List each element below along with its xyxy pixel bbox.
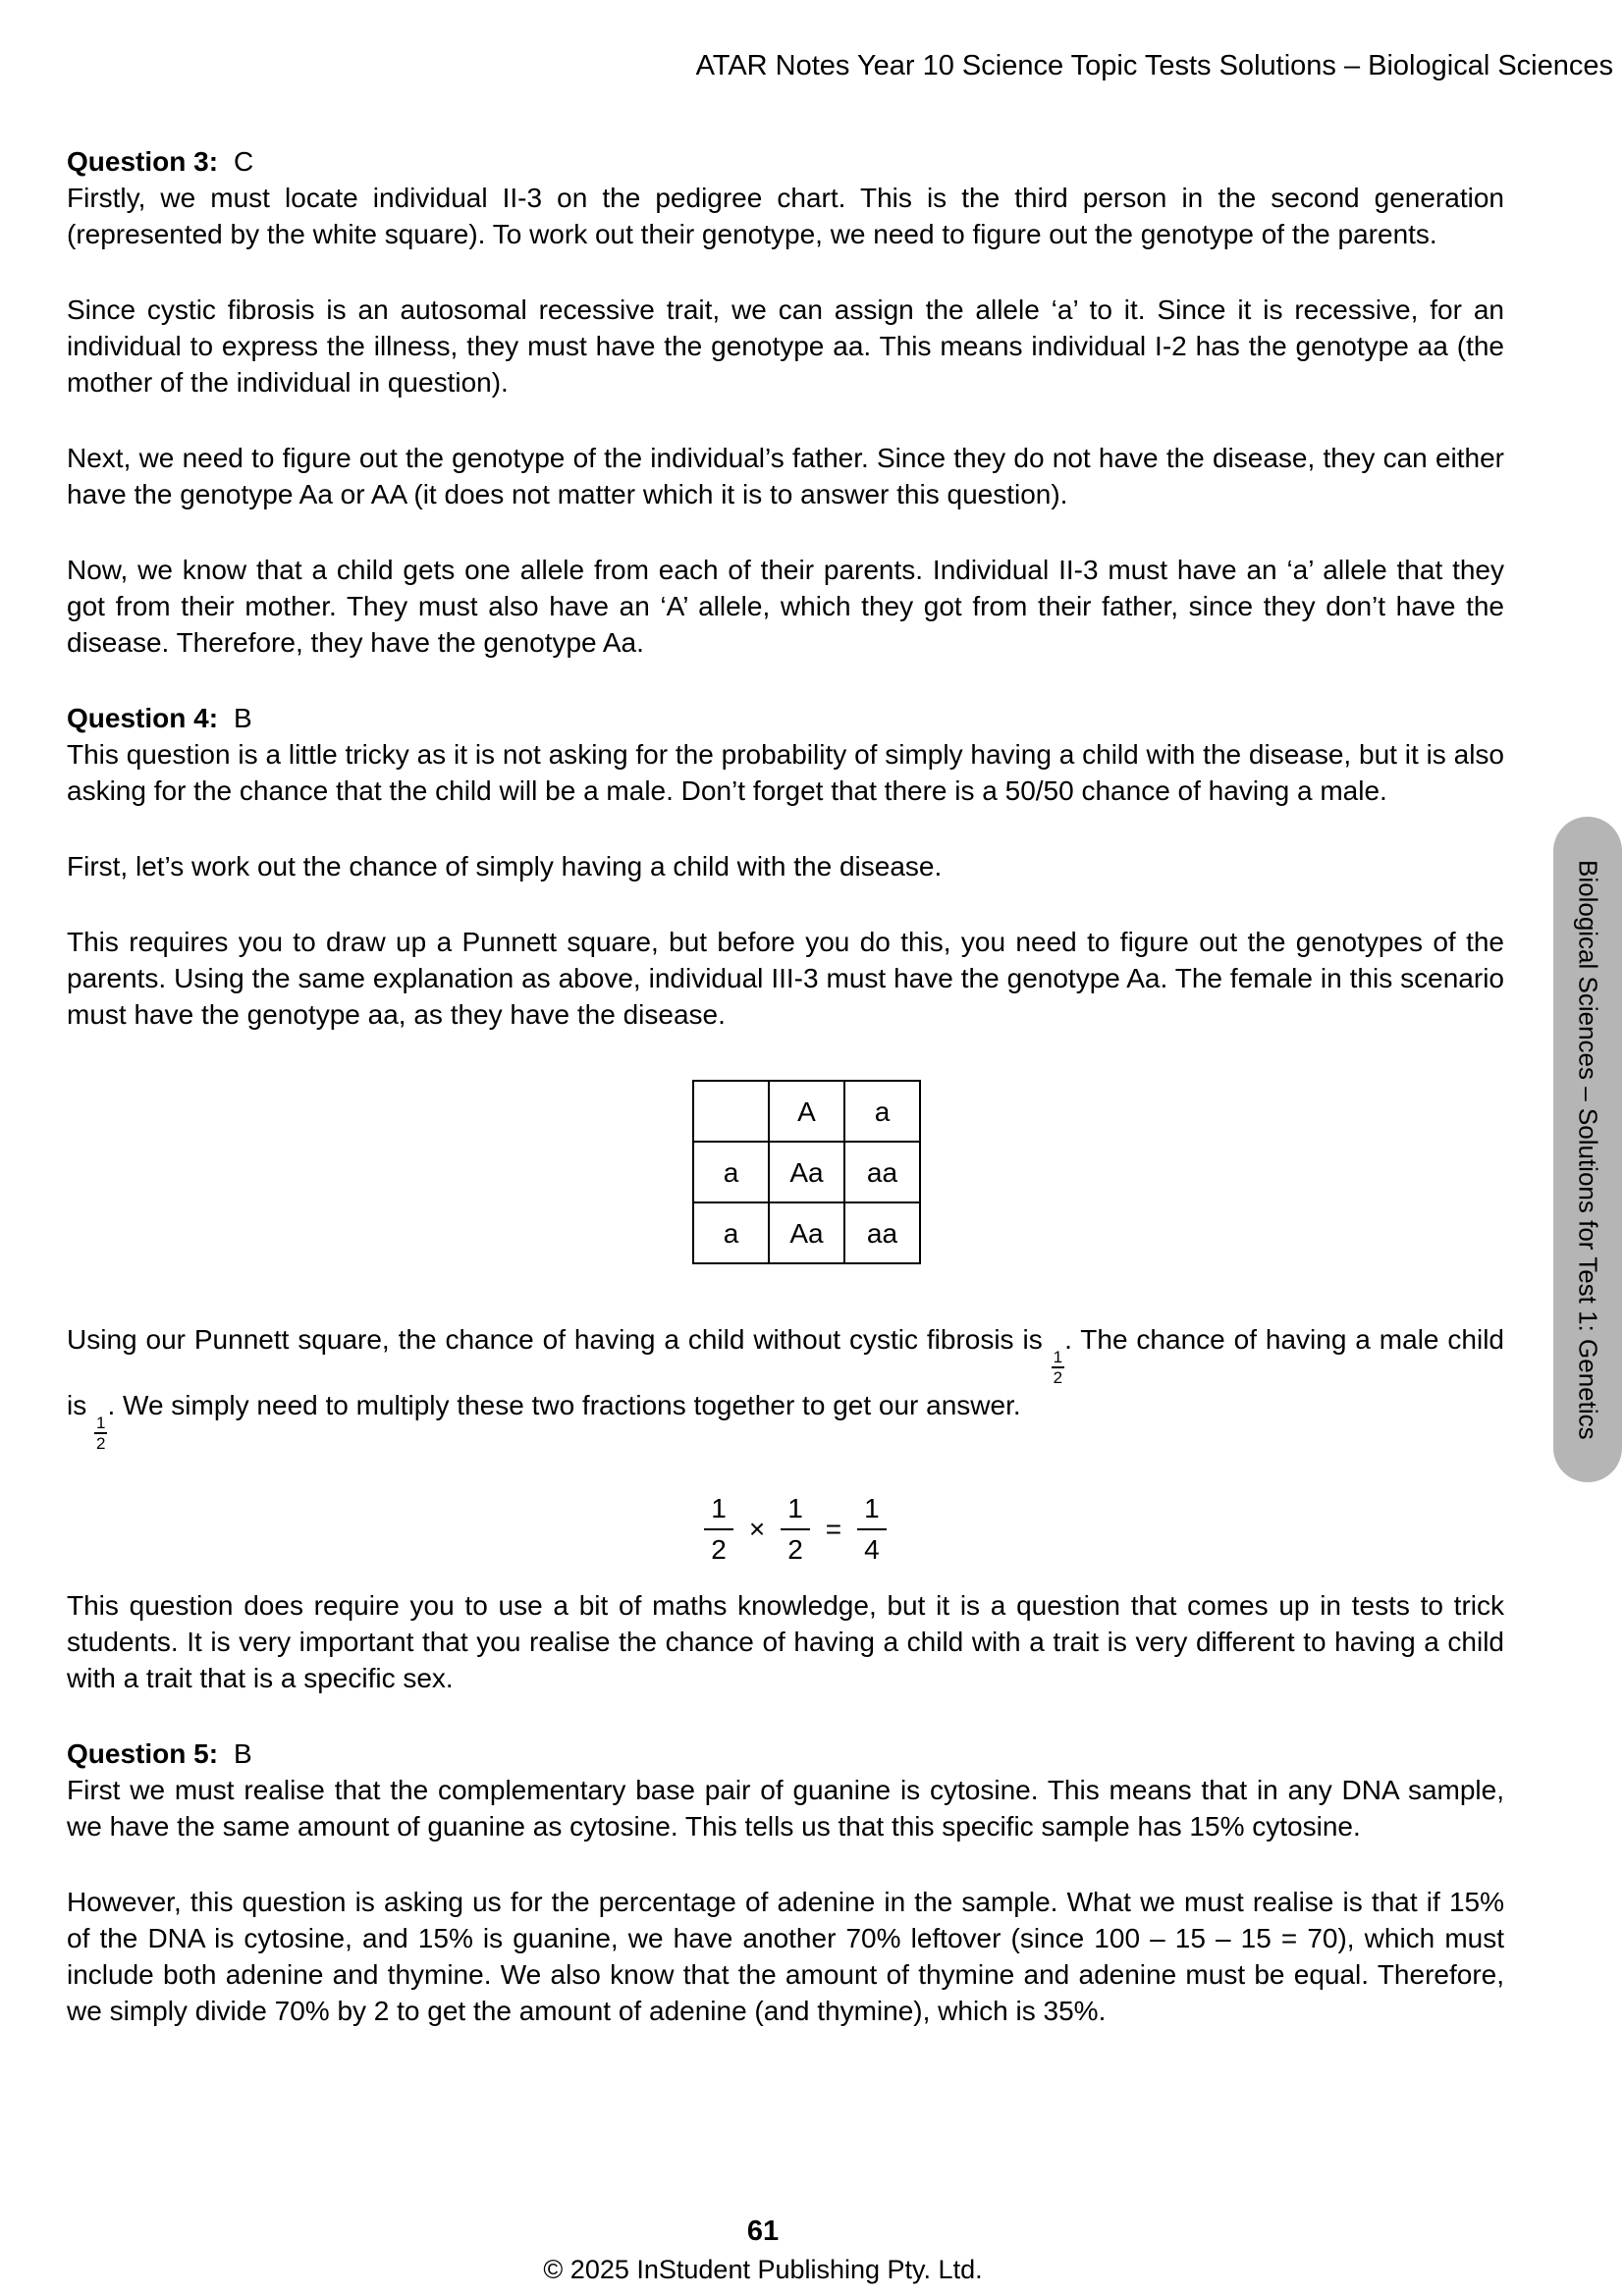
equation-fraction-one-half [704, 1492, 733, 1566]
question-3-heading [67, 143, 1504, 180]
fraction-numerator: 1 [1052, 1348, 1064, 1368]
question-5-answer: B [234, 1738, 252, 1770]
question-4-paragraph-3: This requires you to draw up a Punnett square, but before you do this, you need to figure out the genotypes of the parents. Using the same explanation as above, individual III-3 must have the genotype Aa. The female in this scenario must have the genotype aa, as they have the disease. [67, 927, 1504, 1030]
page-header-title: ATAR Notes Year 10 Science Topic Tests Solutions – Biological Sciences [695, 50, 1613, 81]
main-content [67, 143, 1504, 2029]
punnett-cell: A [769, 1081, 844, 1142]
fraction-denominator: 4 [864, 1533, 880, 1565]
punnett-cell: Aa [769, 1142, 844, 1202]
chapter-side-tab-label: Biological Sciences – Solutions for Test 1: Genetics [1573, 859, 1603, 1440]
equation-fraction-one-half [781, 1492, 810, 1566]
footer-copyright: © 2025 InStudent Publishing Pty. Ltd. [543, 2254, 983, 2284]
question-4-paragraph-2: First, let’s work out the chance of simply having a child with the disease. [67, 851, 943, 881]
equals-sign: = [825, 1514, 842, 1545]
punnett-cell: aa [844, 1202, 920, 1263]
multiply-sign: × [748, 1514, 766, 1545]
punnett-row [693, 1202, 920, 1263]
punnett-square-table [692, 1080, 921, 1264]
question-5-label: Question 5: [67, 1738, 219, 1770]
question-3-answer: C [234, 146, 254, 177]
question-4-label: Question 4: [67, 703, 219, 733]
question-4-paragraph-1: This question is a little tricky as it is not asking for the probability of simply having a child with the disease, but it is also asking for the chance that the child will be a male. Don’t forget that there is a 50/50 chance of having a male. [67, 739, 1504, 806]
question-3-paragraph-2: Since cystic fibrosis is an autosomal recessive trait, we can assign the allele ‘a’ to it. Since it is recessive, for an individual to express the illness, they must have the genotype aa. This means individual I-2 has the genotype aa (the mother of the individual in question). [67, 294, 1504, 398]
footer-page-number: 61 [746, 2216, 780, 2247]
fraction-denominator: 2 [1053, 1368, 1063, 1388]
fraction-sentence-mid: . The chance of having a male child is [67, 1324, 1504, 1421]
probability-equation [86, 1492, 1504, 1566]
question-4-heading [67, 700, 1504, 736]
question-4-paragraph-4 [67, 1321, 1504, 1453]
punnett-row [693, 1081, 920, 1142]
inline-fraction-one-half [1052, 1348, 1064, 1387]
fraction-sentence-after: . We simply need to multiply these two fractions together to get our answer. [107, 1390, 1021, 1421]
page-footer [0, 2215, 1526, 2287]
fraction-sentence-before: Using our Punnett square, the chance of having a child without cystic fibrosis is [67, 1324, 1052, 1355]
equation-fraction-one-quarter [857, 1492, 887, 1566]
question-5-paragraph-1: First we must realise that the complementary base pair of guanine is cytosine. This means that in any DNA sample, we have the same amount of guanine as cytosine. This tells us that this specific sample has 15% cytosine. [67, 1775, 1504, 1842]
question-5-heading [67, 1735, 1504, 1772]
question-3-label: Question 3: [67, 146, 219, 177]
punnett-row [693, 1142, 920, 1202]
fraction-numerator: 1 [704, 1492, 733, 1530]
question-4-paragraph-5: This question does require you to use a bit of maths knowledge, but it is a question that comes up in tests to trick students. It is very important that you realise the chance of having a child with a trait is very different to having a child with a trait that is a specific sex. [67, 1590, 1504, 1694]
fraction-numerator: 1 [857, 1492, 887, 1530]
punnett-cell: a [693, 1142, 769, 1202]
fraction-denominator: 2 [711, 1533, 727, 1565]
question-5-paragraph-2: However, this question is asking us for the percentage of adenine in the sample. What we must realise is that if 15% of the DNA is cytosine, and 15% is guanine, we have another 70% leftover (since 100 – 15 – 15 = 70), which must include both adenine and thymine. We also know that the amount of thymine and adenine must be equal. Therefore, we simply divide 70% by 2 to get the amount of adenine (and thymine), which is 35%. [67, 1887, 1504, 2027]
punnett-cell: a [844, 1081, 920, 1142]
question-3-paragraph-3: Next, we need to figure out the genotype of the individual’s father. Since they do not have the disease, they can either have the genotype Aa or AA (it does not matter which it is to answer this question). [67, 443, 1504, 509]
fraction-numerator: 1 [781, 1492, 810, 1530]
punnett-cell: Aa [769, 1202, 844, 1263]
question-3-paragraph-4: Now, we know that a child gets one allele from each of their parents. Individual II-3 must have an ‘a’ allele that they got from their mother. They must also have an ‘A’ allele, which they got from their father, since they don’t have the disease. Therefore, they have the genotype Aa. [67, 555, 1504, 658]
punnett-cell [693, 1081, 769, 1142]
fraction-denominator: 2 [787, 1533, 803, 1565]
question-4-answer: B [234, 703, 252, 733]
punnett-cell: a [693, 1202, 769, 1263]
question-3-paragraph-1: Firstly, we must locate individual II-3 on the pedigree chart. This is the third person in the second generation (represented by the white square). To work out their genotype, we need to figure out the genotype of the parents. [67, 183, 1504, 249]
punnett-cell: aa [844, 1142, 920, 1202]
inline-fraction-one-half [94, 1414, 107, 1453]
chapter-side-tab [1553, 817, 1622, 1482]
fraction-denominator: 2 [96, 1434, 106, 1454]
fraction-numerator: 1 [94, 1414, 107, 1434]
